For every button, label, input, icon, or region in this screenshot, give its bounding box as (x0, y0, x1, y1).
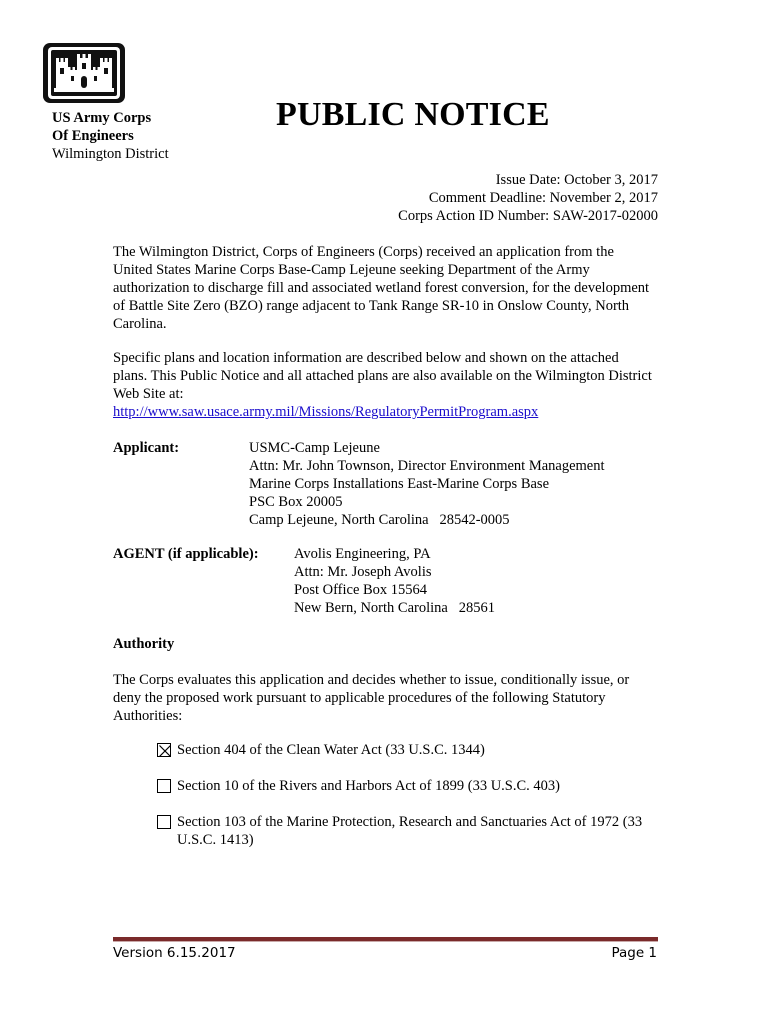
org-name (52, 109, 169, 163)
authority-item-text: Section 10 of the Rivers and Harbors Act of 1899 (33 U.S.C. 403) (177, 778, 560, 794)
checkbox-unchecked-icon[interactable] (157, 779, 171, 793)
org-line-3: Wilmington District (52, 146, 169, 162)
agent-label: AGENT (if applicable): (113, 546, 259, 562)
applicant-line: USMC-Camp Lejeune (249, 440, 380, 456)
applicant-line: PSC Box 20005 (249, 494, 343, 510)
authority-item-section-10 (157, 777, 657, 795)
agent-line: Attn: Mr. Joseph Avolis (294, 564, 432, 580)
org-line-2: Of Engineers (52, 128, 134, 144)
org-line-1: US Army Corps (52, 110, 152, 126)
footer-rule (113, 937, 658, 942)
authority-heading: Authority (113, 636, 175, 652)
applicant-label: Applicant: (113, 440, 180, 456)
plans-paragraph (113, 349, 653, 421)
notice-meta (398, 171, 658, 225)
page-title: PUBLIC NOTICE (276, 96, 550, 133)
authority-item-text: Section 103 of the Marine Protection, Research and Sanctuaries Act of 1972 (33 U.S.C. 1413) (177, 814, 643, 848)
agent-line: Post Office Box 15564 (294, 582, 428, 598)
comment-deadline: Comment Deadline: November 2, 2017 (428, 190, 658, 206)
applicant-line: Marine Corps Installations East-Marine Corps Base (249, 476, 550, 492)
checkbox-unchecked-icon[interactable] (157, 815, 171, 829)
website-link[interactable]: http://www.saw.usace.army.mil/Missions/RegulatoryPermitProgram.aspx (113, 404, 539, 420)
applicant-line: Camp Lejeune, North Carolina 28542-0005 (249, 512, 510, 528)
footer-version: Version 6.15.2017 (113, 945, 236, 961)
authority-item-text: Section 404 of the Clean Water Act (33 U.S.C. 1344) (177, 742, 485, 758)
intro-paragraph: The Wilmington District, Corps of Engineers (Corps) received an application from the United States Marine Corps Base-Camp Lejeune seeking Department of the Army authorization to discharge fill and associated wetland forest conversion, for the development of Battle Site Zero (BZO) range adjacent to Tank Range SR-10 in Onslow County, North Carolina. (113, 244, 650, 332)
applicant-line: Attn: Mr. John Townson, Director Environment Management (249, 458, 605, 474)
applicant-address (249, 439, 605, 529)
agent-address (294, 545, 495, 617)
agent-line: New Bern, North Carolina 28561 (294, 600, 495, 616)
authority-item-404 (157, 741, 657, 759)
checkbox-checked-icon[interactable] (157, 743, 171, 757)
authority-paragraph: The Corps evaluates this application and decides whether to issue, conditionally issue, or deny the proposed work pursuant to applicable procedures of the following Statutory Authorities: (113, 672, 630, 724)
footer-page-number: Page 1 (611, 945, 657, 961)
action-id: Corps Action ID Number: SAW-2017-02000 (398, 208, 658, 224)
issue-date: Issue Date: October 3, 2017 (495, 172, 658, 188)
authority-item-section-103 (157, 813, 657, 849)
castle-icon (42, 42, 126, 104)
agent-line: Avolis Engineering, PA (294, 546, 431, 562)
plans-text: Specific plans and location information are described below and shown on the attached plans. This Public Notice and all attached plans are also available on the Wilmington District Web Site at: (113, 350, 652, 402)
